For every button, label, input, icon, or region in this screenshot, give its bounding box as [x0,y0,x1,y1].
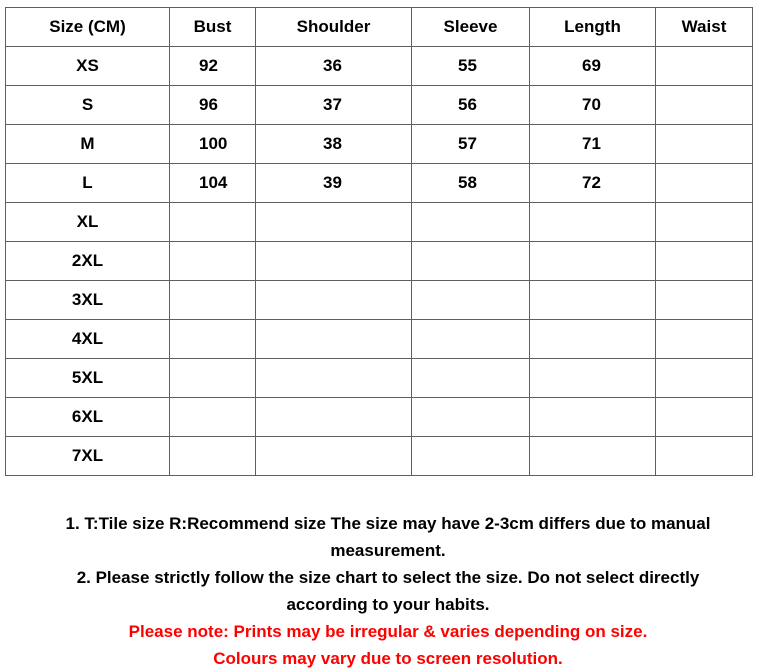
sleeve-value [412,86,530,125]
sleeve-value-text: 57 [458,134,477,153]
length-value [530,164,656,203]
shoulder-value [256,398,412,437]
shoulder-value [256,359,412,398]
bust-value-text: 104 [199,173,228,192]
length-value [530,437,656,476]
length-value [530,86,656,125]
size-label: 6XL [6,398,170,437]
length-value [530,47,656,86]
table-row [6,86,753,125]
shoulder-value [256,203,412,242]
sleeve-value [412,125,530,164]
sleeve-value [412,359,530,398]
size-label: 2XL [6,242,170,281]
length-value [530,359,656,398]
sleeve-value-text: 58 [458,173,477,192]
bust-value [170,320,256,359]
length-value [530,125,656,164]
bust-value [170,164,256,203]
shoulder-value [256,47,412,86]
waist-value [656,86,753,125]
waist-value [656,203,753,242]
waist-value [656,320,753,359]
bust-value [170,437,256,476]
waist-value [656,281,753,320]
size-label: 3XL [6,281,170,320]
table-row [6,320,753,359]
bust-value [170,203,256,242]
header-shoulder: Shoulder [256,8,412,47]
waist-value [656,398,753,437]
sleeve-value-text: 55 [458,56,477,75]
bust-value-text: 96 [199,95,218,114]
size-label: S [6,86,170,125]
sleeve-value [412,398,530,437]
waist-value [656,437,753,476]
table-row [6,437,753,476]
waist-value [656,47,753,86]
length-value [530,242,656,281]
shoulder-value-text: 36 [323,56,342,75]
shoulder-value-text: 37 [323,95,342,114]
size-label: XL [6,203,170,242]
table-row [6,242,753,281]
bust-value [170,242,256,281]
bust-value-text: 92 [199,56,218,75]
shoulder-value [256,86,412,125]
bust-value [170,398,256,437]
length-value-text: 71 [582,134,601,153]
size-chart-table [5,7,753,476]
shoulder-value [256,437,412,476]
length-value [530,281,656,320]
warning-prints: Please note: Prints may be irregular & varies depending on size. [128,622,648,641]
header-bust: Bust [170,8,256,47]
size-label: M [6,125,170,164]
sleeve-value [412,437,530,476]
table-row [6,203,753,242]
sleeve-value [412,281,530,320]
length-value-text: 69 [582,56,601,75]
sleeve-value [412,320,530,359]
shoulder-value [256,281,412,320]
waist-value [656,164,753,203]
notes-block [0,510,776,672]
table-row [6,47,753,86]
table-row [6,164,753,203]
bust-value [170,359,256,398]
bust-value [170,86,256,125]
bust-value [170,125,256,164]
table-row [6,398,753,437]
length-value [530,398,656,437]
length-value-text: 70 [582,95,601,114]
size-label: 5XL [6,359,170,398]
header-row [6,8,753,47]
bust-value [170,281,256,320]
length-value [530,203,656,242]
warning-colours: Colours may vary due to screen resolution. [213,649,563,668]
bust-value [170,47,256,86]
table-body [6,47,753,476]
sleeve-value-text: 56 [458,95,477,114]
shoulder-value-text: 39 [323,173,342,192]
shoulder-value-text: 38 [323,134,342,153]
sleeve-value [412,164,530,203]
waist-value [656,359,753,398]
sleeve-value [412,203,530,242]
size-label: XS [6,47,170,86]
header-size: Size (CM) [6,8,170,47]
note-follow-chart: 2. Please strictly follow the size chart to select the size. Do not select directly according to your habits. [76,568,700,614]
header-sleeve: Sleeve [412,8,530,47]
table-row [6,125,753,164]
note-tile-size: 1. T:Tile size R:Recommend size The size may have 2-3cm differs due to manual measurement. [65,514,711,560]
length-value-text: 72 [582,173,601,192]
waist-value [656,242,753,281]
table-row [6,281,753,320]
table-row [6,359,753,398]
shoulder-value [256,164,412,203]
sleeve-value [412,242,530,281]
shoulder-value [256,242,412,281]
header-length: Length [530,8,656,47]
size-label: L [6,164,170,203]
header-waist: Waist [656,8,753,47]
bust-value-text: 100 [199,134,228,153]
shoulder-value [256,320,412,359]
size-label: 7XL [6,437,170,476]
shoulder-value [256,125,412,164]
length-value [530,320,656,359]
size-label: 4XL [6,320,170,359]
waist-value [656,125,753,164]
sleeve-value [412,47,530,86]
